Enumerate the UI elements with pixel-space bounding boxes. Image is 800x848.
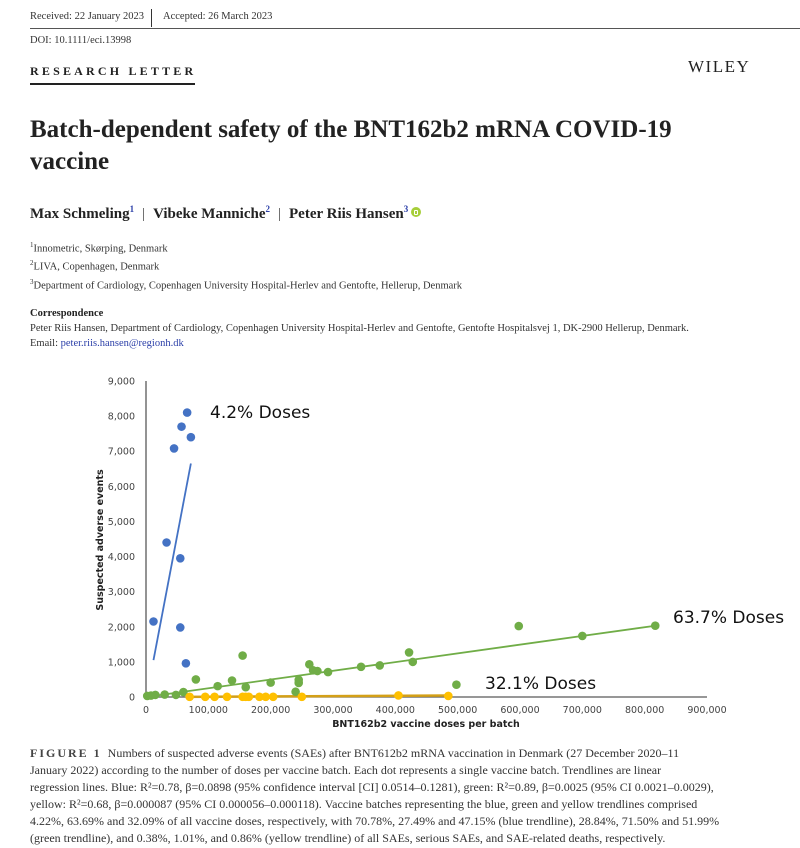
author-separator: | bbox=[142, 206, 146, 222]
correspondence-heading: Correspondence bbox=[30, 308, 104, 319]
header-rule bbox=[30, 28, 800, 29]
data-point-green bbox=[651, 621, 660, 630]
correspondence-body bbox=[30, 321, 770, 351]
figure-label: FIGURE 1 bbox=[30, 746, 102, 760]
y-tick-label: 9,000 bbox=[107, 376, 135, 388]
data-point-green bbox=[228, 676, 237, 685]
data-point-yellow bbox=[201, 693, 210, 702]
caption-line: January 2022) according to the number of doses per vaccine batch. Each dot represents a single vaccine batch. Trendlines are linear bbox=[30, 763, 662, 777]
caption-line: Numbers of suspected adverse events (SAEs) after BNT612b2 mRNA vaccination in Denmark (27 December 2020–11 bbox=[107, 746, 680, 760]
author[interactable]: Vibeke Manniche$^2$ bbox=[153, 204, 270, 222]
x-tick-label: 400,000 bbox=[375, 705, 415, 716]
accepted-date: Accepted: 26 March 2023 bbox=[163, 11, 273, 22]
y-axis-label: Suspected adverse events bbox=[95, 469, 106, 611]
data-point-green bbox=[313, 667, 322, 676]
orcid-icon[interactable] bbox=[411, 207, 421, 217]
data-point-green bbox=[172, 691, 181, 700]
data-point-green bbox=[213, 682, 222, 691]
caption-line: 4.22%, 63.69% and 32.09% of all vaccine doses, respectively, with 70.78%, 27.49% and 47.15% (blue trendline), 28.84%, 71.50% and 51.99% bbox=[30, 814, 720, 828]
author-list bbox=[30, 204, 421, 223]
received-date: Received: 22 January 2023 bbox=[30, 11, 145, 22]
doi[interactable]: DOI: 10.1111/eci.13998 bbox=[30, 35, 132, 46]
affiliation: $^2$LIVA, Copenhagen, Denmark bbox=[30, 259, 160, 273]
affiliation: $^1$Innometric, Skørping, Denmark bbox=[30, 241, 168, 255]
y-tick-label: 5,000 bbox=[107, 516, 135, 528]
trendline-blue bbox=[153, 464, 190, 661]
author[interactable]: Peter Riis Hansen$^3$ bbox=[289, 204, 409, 222]
email-link[interactable]: peter.riis.hansen@regionh.dk bbox=[60, 338, 184, 349]
x-axis-label: BNT162b2 vaccine doses per batch bbox=[332, 719, 520, 730]
data-point-green bbox=[375, 661, 384, 670]
data-point-green bbox=[514, 622, 523, 631]
data-point-yellow bbox=[298, 693, 307, 702]
caption-line: regression lines. Blue: R²=0.78, β=0.0898 (95% confidence interval [CI] 0.0514–0.1281), green: R²=0.89, β=0.0025 (95% CI 0.0021–0.0029), bbox=[30, 780, 714, 794]
figure-caption bbox=[30, 745, 780, 847]
data-point-blue bbox=[170, 444, 179, 453]
x-tick-label: 900,000 bbox=[687, 705, 727, 716]
y-tick-label: 3,000 bbox=[107, 587, 135, 599]
data-point-green bbox=[324, 668, 333, 677]
data-point-blue bbox=[182, 659, 191, 668]
data-point-yellow bbox=[261, 693, 270, 702]
data-point-green bbox=[266, 678, 275, 687]
data-point-green bbox=[357, 663, 366, 672]
caption-line: yellow: R²=0.68, β=0.000087 (95% CI 0.000056–0.000118). Vaccine batches representing the blue, green and yellow trendlines comprised bbox=[30, 797, 698, 811]
affiliation: $^3$Department of Cardiology, Copenhagen University Hospital-Herlev and Gentofte, Hellerup, Denmark bbox=[30, 278, 463, 292]
x-tick-label: 300,000 bbox=[313, 705, 353, 716]
publisher-logo: WILEY bbox=[688, 57, 751, 76]
x-tick-label: 0 bbox=[142, 705, 150, 716]
header-divider bbox=[151, 9, 152, 27]
data-point-blue bbox=[177, 422, 186, 431]
y-axis-ticks bbox=[108, 377, 135, 704]
y-tick-label: 8,000 bbox=[107, 411, 135, 423]
y-tick-label: 1,000 bbox=[107, 657, 135, 669]
x-tick-label: 200,000 bbox=[251, 705, 291, 716]
affiliation-marker[interactable]: 3 bbox=[403, 204, 409, 214]
x-tick-label: 800,000 bbox=[625, 705, 665, 716]
data-point-blue bbox=[176, 554, 185, 563]
y-tick-label: 7,000 bbox=[107, 446, 135, 458]
y-tick-label: 0 bbox=[128, 692, 135, 704]
data-point-green bbox=[452, 680, 461, 689]
data-point-yellow bbox=[185, 693, 194, 702]
annotation-yellow: 32.1% Doses bbox=[485, 674, 597, 694]
data-point-yellow bbox=[269, 693, 278, 702]
data-point-green bbox=[151, 691, 160, 700]
data-point-blue bbox=[187, 433, 196, 442]
data-point-green bbox=[238, 651, 247, 660]
article-title: Batch-dependent safety of the BNT162b2 mRNA COVID-19 vaccine bbox=[30, 116, 672, 175]
data-point-yellow bbox=[245, 693, 254, 702]
data-point-yellow bbox=[394, 691, 403, 700]
data-point-green bbox=[241, 683, 250, 692]
section-label: RESEARCH LETTER bbox=[30, 64, 197, 78]
affiliation-marker[interactable]: 1 bbox=[129, 204, 135, 214]
data-points bbox=[143, 408, 660, 701]
section-underline bbox=[30, 83, 195, 85]
x-tick-label: 700,000 bbox=[562, 705, 602, 716]
x-tick-label: 600,000 bbox=[500, 705, 540, 716]
data-point-blue bbox=[162, 538, 171, 547]
author-separator: | bbox=[277, 206, 281, 222]
data-point-blue bbox=[149, 617, 158, 626]
data-point-yellow bbox=[210, 693, 219, 702]
y-tick-label: 6,000 bbox=[107, 481, 135, 493]
data-point-green bbox=[294, 679, 303, 688]
author[interactable]: Max Schmeling$^1$ bbox=[30, 204, 135, 222]
x-axis-ticks bbox=[143, 705, 727, 716]
y-tick-label: 2,000 bbox=[107, 622, 135, 634]
y-tick-label: 4,000 bbox=[107, 552, 135, 564]
data-point-green bbox=[160, 690, 169, 699]
annotation-green: 63.7% Doses bbox=[673, 608, 785, 628]
scatter-chart bbox=[0, 370, 800, 740]
data-point-yellow bbox=[444, 692, 453, 701]
trendlines bbox=[146, 464, 655, 697]
affiliation-marker[interactable]: 2 bbox=[265, 204, 270, 214]
data-point-green bbox=[408, 658, 417, 667]
annotation-blue: 4.2% Doses bbox=[210, 403, 311, 423]
x-tick-label: 100,000 bbox=[188, 705, 228, 716]
data-point-blue bbox=[176, 623, 185, 632]
x-tick-label: 500,000 bbox=[438, 705, 478, 716]
correspondence-address: Peter Riis Hansen, Department of Cardiology, Copenhagen University Hospital-Herlev and Gentofte, Gentofte Hospitalsvej 1, DK-2900 Hellerup, Denmark. bbox=[30, 323, 689, 334]
data-point-green bbox=[192, 675, 201, 684]
caption-line: (green trendline), and 0.38%, 1.01%, and 0.86% (yellow trendline) of all SAEs, serious SAEs, and SAE-related deaths, respectively. bbox=[30, 831, 666, 845]
data-point-yellow bbox=[223, 693, 232, 702]
correspondence-email-line: Email: peter.riis.hansen@regionh.dk bbox=[30, 338, 184, 349]
data-point-green bbox=[405, 648, 414, 657]
data-point-green bbox=[578, 632, 587, 641]
data-point-blue bbox=[183, 408, 192, 417]
